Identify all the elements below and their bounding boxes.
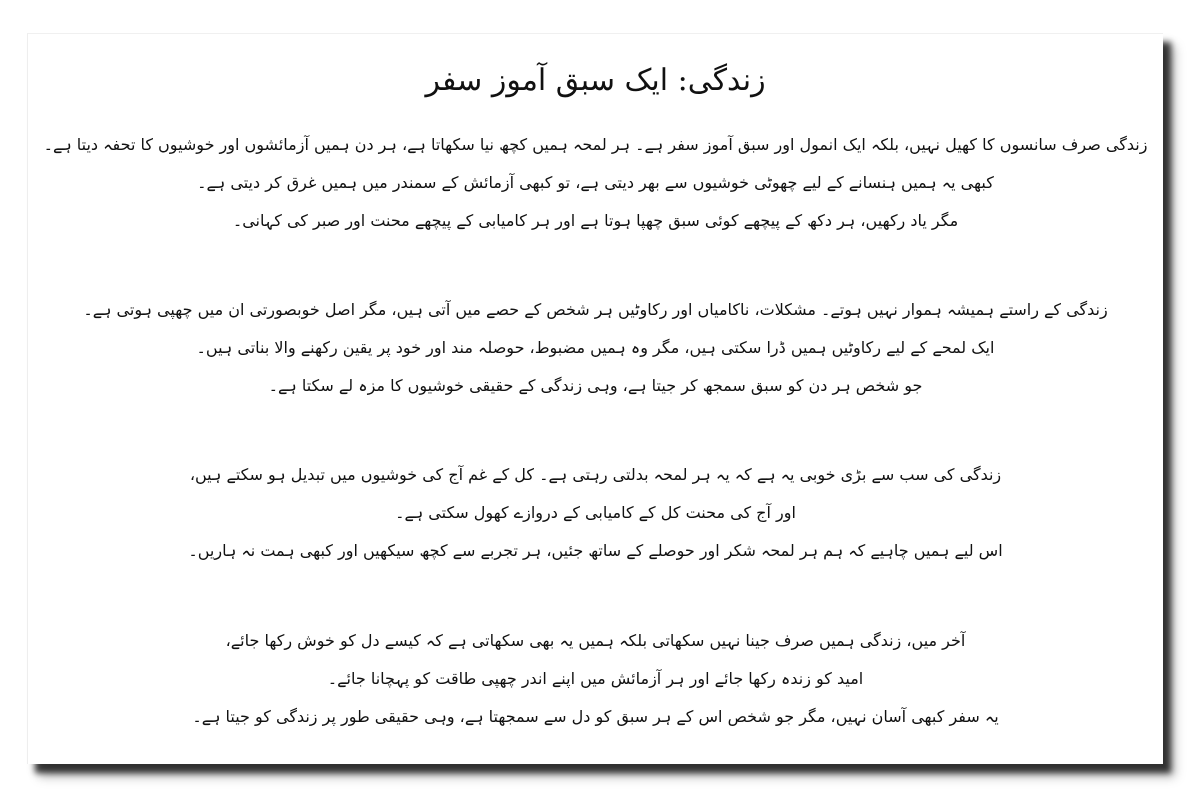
- paragraph-line: امید کو زندہ رکھا جائے اور ہر آزمائش میں اپنے اندر چھپی طاقت کو پہچانا جائے۔: [327, 669, 864, 688]
- paragraph-line: زندگی صرف سانسوں کا کھیل نہیں، بلکہ ایک انمول اور سبق آموز سفر ہے۔ ہر لمحہ ہمیں کچھ نیا سکھاتا ہے، ہر دن ہمیں آزمائشوں اور خوشیوں کا تحفہ دیتا ہے۔: [43, 135, 1148, 154]
- paragraph-line: جو شخص ہر دن کو سبق سمجھ کر جیتا ہے، وہی زندگی کے حقیقی خوشیوں کا مزہ لے سکتا ہے۔: [268, 376, 923, 395]
- paragraph-line: کبھی یہ ہمیں ہنسانے کے لیے چھوٹی خوشیوں سے بھر دیتی ہے، تو کبھی آزمائش کے سمندر میں ہمیں غرق کر دیتی ہے۔: [197, 173, 994, 192]
- paragraph-2: [28, 291, 1163, 405]
- paragraph-line: ایک لمحے کے لیے رکاوٹیں ہمیں ڈرا سکتی ہیں، مگر وہ ہمیں مضبوط، حوصلہ مند اور خود پر یقین رکھنے والا بناتی ہیں۔: [196, 338, 995, 357]
- paragraph-line: اس لیے ہمیں چاہیے کہ ہم ہر لمحہ شکر اور حوصلے کے ساتھ جئیں، ہر تجربے سے کچھ سیکھیں اور کبھی ہمت نہ ہاریں۔: [188, 541, 1003, 560]
- paragraph-3: [28, 456, 1163, 570]
- paragraph-line: مگر یاد رکھیں، ہر دکھ کے پیچھے کوئی سبق چھپا ہوتا ہے اور ہر کامیابی کے پیچھے محنت اور صبر کی کہانی۔: [232, 211, 959, 230]
- document-title: زندگی: ایک سبق آموز سفر: [425, 63, 766, 98]
- paragraph-1: [28, 126, 1163, 240]
- paragraph-line: زندگی کے راستے ہمیشہ ہموار نہیں ہوتے۔ مشکلات، ناکامیاں اور رکاوٹیں ہر شخص کے حصے میں آتی ہیں، مگر اصل خوبصورتی ان میں چھپی ہوتی ہے۔: [83, 300, 1108, 319]
- paragraph-4: [28, 622, 1163, 736]
- paragraph-line: آخر میں، زندگی ہمیں صرف جینا نہیں سکھاتی بلکہ ہمیں یہ بھی سکھاتی ہے کہ کیسے دل کو خوش رکھا جائے،: [225, 631, 966, 650]
- paragraph-line: یہ سفر کبھی آسان نہیں، مگر جو شخص اس کے ہر سبق کو دل سے سمجھتا ہے، وہی حقیقی طور پر زندگی کو جیتا ہے۔: [192, 707, 999, 726]
- paragraph-line: اور آج کی محنت کل کے کامیابی کے دروازے کھول سکتی ہے۔: [395, 503, 796, 522]
- document-page: [27, 33, 1163, 764]
- paragraph-line: زندگی کی سب سے بڑی خوبی یہ ہے کہ یہ ہر لمحہ بدلتی رہتی ہے۔ کل کے غم آج کی خوشیوں میں تبدیل ہو سکتے ہیں،: [189, 465, 1002, 484]
